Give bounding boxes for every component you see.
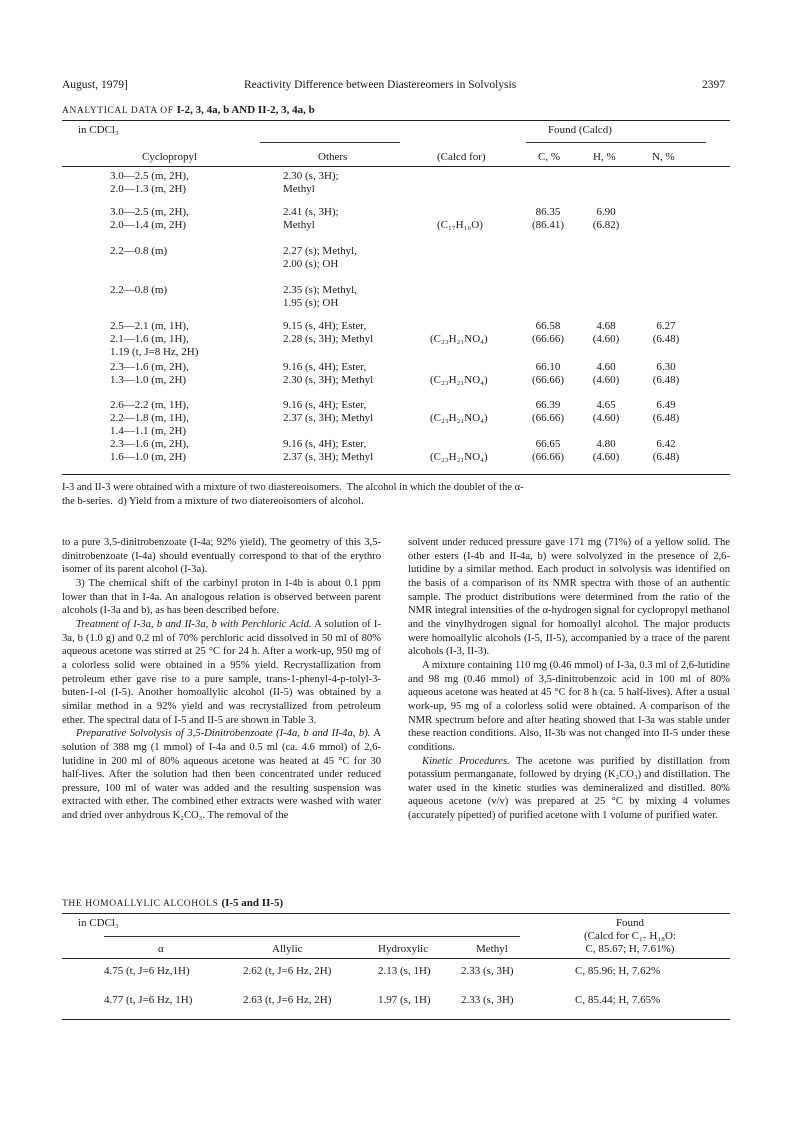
table1-header-h: H, %: [593, 151, 616, 163]
table1-header-calcd: (Calcd for): [437, 151, 486, 163]
cyclopropyl-cell: 2.2—0.8 (m): [110, 284, 168, 296]
calcd-formula-cell: (C₂₃H₂₁NO₄): [430, 333, 488, 345]
running-header-date: August, 1979]: [62, 79, 128, 91]
table1-caption-compounds: I-2, 3, 4a, b AND II-2, 3, 4a, b: [176, 104, 315, 116]
table2-top-rule: [62, 913, 730, 914]
section-heading: Preparative Solvolysis of 3,5-Dinitrobenzoate (I-4a, b and II-4a, b).: [76, 728, 371, 740]
table2-header-allylic: Allylic: [272, 943, 303, 955]
table1-header-rule: [62, 166, 730, 167]
others-cell: 2.27 (s); Methyl, 2.00 (s); OH: [283, 245, 357, 270]
table2-header-methyl: Methyl: [476, 943, 508, 955]
others-cell: 2.30 (s, 3H); Methyl: [283, 170, 339, 195]
methyl-cell: 2.33 (s, 3H): [461, 965, 514, 977]
body-left-column: [62, 536, 381, 823]
table2-caption: [62, 897, 283, 909]
cyclopropyl-cell: 3.0—2.5 (m, 2H), 2.0—1.3 (m, 2H): [110, 170, 189, 195]
table1-header-cyclopropyl: Cyclopropyl: [142, 151, 197, 163]
table2-found-header: Found (Calcd for C₁₇ H₁₈O: C, 85.67; H, 7.61%): [583, 917, 677, 955]
cyclopropyl-cell: 2.3—1.6 (m, 2H), 1.3—1.0 (m, 2H): [110, 361, 189, 386]
section-heading: Kinetic Procedures.: [422, 755, 510, 767]
section-heading: Treatment of I-3a, b and II-3a, b with Perchloric Acid.: [76, 618, 312, 630]
table2-caption-prefix: THE HOMOALLYLIC ALCOHOLS: [62, 899, 219, 909]
paragraph-text: The acetone was purified by distillation from potassium permanganate, followed by drying (K₂CO₃) and distillation. The water used in the kinetic studies was demineralized and distilled. 80% aqueous acetone (v/v) was prepared at 25 °C by mixing 4 volumes (accurately pipetted) of purified acetone with 1 volume of purified water.: [408, 755, 730, 822]
table1-found-brace: [526, 142, 706, 143]
others-cell: 9.16 (s, 4H); Ester, 2.37 (s, 3H); Methyl: [283, 399, 374, 424]
paragraph: 3) The chemical shift of the carbinyl proton in I-4b is about 0.1 ppm lower than that in I-4a. An analogous relation is observed between parent alcohols (I-3a and b), as has been described before.: [62, 577, 381, 617]
table2-shift-brace: [104, 936, 520, 937]
others-cell: 2.41 (s, 3H); Methyl: [283, 206, 339, 231]
table1-bottom-rule: [62, 474, 730, 475]
nitrogen-cell: 6.49 (6.48): [652, 399, 680, 424]
cyclopropyl-cell: 2.6—2.2 (m, 1H), 2.2—1.8 (m, 1H), 1.4—1.1 (m, 2H): [110, 399, 189, 437]
table2-header-alpha: α: [158, 943, 164, 955]
table1-others-brace: [260, 142, 400, 143]
carbon-cell: 66.39 (66.66): [531, 399, 565, 424]
hydroxylic-cell: 1.97 (s, 1H): [378, 994, 431, 1006]
carbon-cell: 66.10 (66.66): [531, 361, 565, 386]
nitrogen-cell: 6.27 (6.48): [652, 320, 680, 345]
table1-top-rule: [62, 120, 730, 121]
paragraph: A mixture containing 110 mg (0.46 mmol) of I-3a, 0.3 ml of 2,6-lutidine and 98 mg (0.46 mmol) of 3,5-dinitrobenzoic acid in 100 ml of 80% aqueous acetone was heated at 45 °C for 8 h (ca. 5 half-lives). After a usual work-up, 95 mg of a colorless solid were obtained. A comparison of the NMR spectrum before and after heating showed that I-3a was stable under these reaction conditions. Also, II-3b was not changed into II-5 under these conditions.: [408, 659, 730, 753]
hydrogen-cell: 4.80 (4.60): [592, 438, 620, 463]
hydrogen-cell: 4.65 (4.60): [592, 399, 620, 424]
cyclopropyl-cell: 2.5—2.1 (m, 1H), 2.1—1.6 (m, 1H), 1.19 (t, J=8 Hz, 2H): [110, 320, 199, 358]
body-right-column: [408, 536, 730, 823]
table1-footnote: I-3 and II-3 were obtained with a mixture of two diastereoisomers. The alcohol in which the doublet of the α- the b-series. d) Yield from a mixture of two diatereoisomers of alcohol.: [62, 482, 524, 507]
others-cell: 9.16 (s, 4H); Ester, 2.37 (s, 3H); Methyl: [283, 438, 374, 463]
table1-header-n: N, %: [652, 151, 675, 163]
nitrogen-cell: 6.30 (6.48): [652, 361, 680, 386]
carbon-cell: 66.58 (66.66): [531, 320, 565, 345]
others-cell: 2.35 (s); Methyl, 1.95 (s); OH: [283, 284, 357, 309]
table2-bottom-rule: [62, 1019, 730, 1020]
allylic-cell: 2.62 (t, J=6 Hz, 2H): [243, 965, 332, 977]
hydroxylic-cell: 2.13 (s, 1H): [378, 965, 431, 977]
page-number: 2397: [702, 79, 725, 91]
paragraph-text: A solution of I-3a, b (1.0 g) and 0.2 ml of 70% perchloric acid dissolved in 50 ml of 80% aqueous acetone was stirred at 25 °C for 24 h. After a work-up, 950 mg of a colorless solid were obtained in a 95% yield. Recrystallization from petroleum ether gave rise to a pure sample, trans-1-phenyl-4-p-tolyl-3-buten-1-ol (I-5). Another homoallylic alcohol (II-5) was obtained by a similar method in a 92% yield and was recrystallized from petroleum ether. The spectral data of I-5 and II-5 are shown in Table 3.: [62, 618, 381, 726]
alpha-cell: 4.75 (t, J=6 Hz,1H): [104, 965, 190, 977]
section-paragraph: [62, 727, 381, 823]
paragraph-text: A solution of 388 mg (1 mmol) of I-4a and 0.5 ml (ca. 4.6 mmol) of 2,6-lutidine in 200 ml of 80% aqueous acetone was heated at 45 °C for 30 half-lives. After the solution had then been concentrated under reduced pressure, 100 ml of water was added and the resulting suspension was extracted with ether. The combined ether extracts were washed with water and dried over anhydrous K₂CO₃. The removal of the: [62, 728, 381, 822]
others-cell: 9.16 (s, 4H); Ester, 2.30 (s, 3H); Methyl: [283, 361, 374, 386]
cyclopropyl-cell: 2.3—1.6 (m, 2H), 1.6—1.0 (m, 2H): [110, 438, 189, 463]
table1-caption-prefix: ANALYTICAL DATA OF: [62, 106, 174, 116]
running-header-title: Reactivity Difference between Diastereomers in Solvolysis: [244, 79, 517, 91]
table1-found-header: Found (Calcd): [548, 124, 612, 136]
table1-header-others: Others: [318, 151, 348, 163]
table1-solvent: in CDCl₃: [78, 124, 119, 136]
calcd-formula-cell: (C₂₃H₂₁NO₄): [430, 412, 488, 424]
table2-caption-compounds: (I-5 and II-5): [221, 897, 284, 909]
paragraph: solvent under reduced pressure gave 171 mg (71%) of a yellow solid. The other esters (I-4b and II-4a, b) were solvolyzed in the presence of 2,6-lutidine by a similar method. Each product in solvolysis was identified on the basis of a comparison of its NMR spectra with those of an authentic sample. The product distributions were determined from the ratio of the NMR integral intensities of the α-hydrogen signal for cyclopropyl methanol and the vinylhydrogen signal for homoallyl alcohol. The major products were homoallylic alcohols (I-5, II-5), accompanied by a trace of the parent alcohols (I-3, II-3).: [408, 537, 730, 658]
table2-header-rule: [62, 958, 730, 959]
methyl-cell: 2.33 (s, 3H): [461, 994, 514, 1006]
found-cell: C, 85.44; H, 7.65%: [575, 994, 661, 1006]
table1-caption: [62, 104, 315, 116]
table1-header-c: C, %: [538, 151, 560, 163]
nitrogen-cell: 6.42 (6.48): [652, 438, 680, 463]
paragraph: to a pure 3,5-dinitrobenzoate (I-4a; 92% yield). The geometry of this 3,5-dinitrobenzoate (I-4a) should eventually correspond to that of the erythro isomer of its parent alcohol (I-3a).: [62, 537, 381, 576]
calcd-formula-cell: (C₁₇H₁₆O): [437, 219, 483, 231]
others-cell: 9.15 (s, 4H); Ester, 2.28 (s, 3H); Methyl: [283, 320, 374, 345]
found-cell: C, 85.96; H, 7.62%: [575, 965, 661, 977]
allylic-cell: 2.63 (t, J=6 Hz, 2H): [243, 994, 332, 1006]
alpha-cell: 4.77 (t, J=6 Hz, 1H): [104, 994, 193, 1006]
table2-solvent: in CDCl₃: [78, 917, 119, 929]
section-paragraph: [62, 618, 381, 727]
hydrogen-cell: 4.60 (4.60): [592, 361, 620, 386]
section-paragraph: [408, 755, 730, 823]
hydrogen-cell: 6.90 (6.82): [592, 206, 620, 231]
carbon-cell: 86.35 (86.41): [531, 206, 565, 231]
table2-header-hydroxylic: Hydroxylic: [378, 943, 429, 955]
cyclopropyl-cell: 2.2—0.8 (m): [110, 245, 168, 257]
hydrogen-cell: 4.68 (4.60): [592, 320, 620, 345]
calcd-formula-cell: (C₂₃H₂₁NO₄): [430, 451, 488, 463]
cyclopropyl-cell: 3.0—2.5 (m, 2H), 2.0—1.4 (m, 2H): [110, 206, 189, 231]
calcd-formula-cell: (C₂₃H₂₁NO₄): [430, 374, 488, 386]
carbon-cell: 66.65 (66.66): [531, 438, 565, 463]
